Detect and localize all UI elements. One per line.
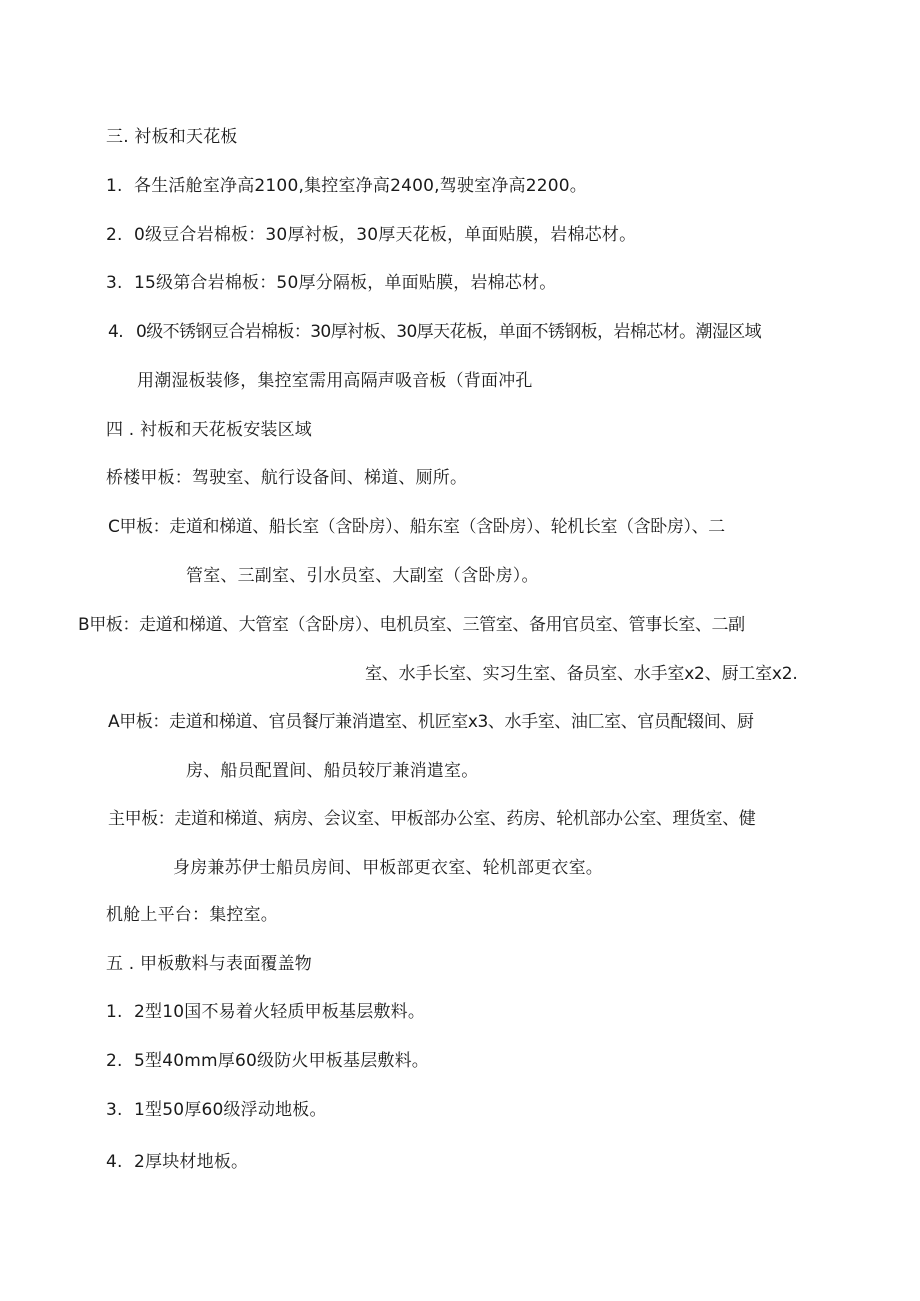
section-5-item-1 [106,1000,425,1024]
main-deck-line-1: 主甲板：走道和梯道、病房、会议室、甲板部办公室、药房、轮机部办公室、理货室、健 [108,809,756,829]
item-text: 2型10国不易着火轻质甲板基层敷料。 [134,1002,426,1022]
item-text: 各生活舱室净高2100,集控室净高2400,驾驶室净高2200。 [134,176,587,196]
main-deck-line-2: 身房兼苏伊士船员房间、甲板部更衣室、轮机部更衣室。 [173,858,603,878]
item-number: 1. [106,1002,123,1022]
item-number: 2. [106,1051,123,1071]
section-3-item-4-continuation: 用潮湿板装修，集控室需用高隔声吸音板（背面冲孔 [137,371,533,391]
c-deck-line-1: C甲板：走道和梯道、船长室（含卧房）、船东室（含卧房）、轮机长室（含卧房）、二 [108,517,725,537]
item-text: 0级不锈钢豆合岩棉板：30厚衬板、30厚天花板，单面不锈钢板，岩棉芯材。潮湿区域 [136,322,762,342]
item-text: 0级豆合岩棉板：30厚衬板，30厚天花板，单面贴膜，岩棉芯材。 [134,225,637,245]
item-text: 1型50厚60级浮动地板。 [134,1100,327,1120]
section-5-item-4 [106,1150,248,1174]
b-deck-line-1: B甲板：走道和梯道、大管室（含卧房）、电机员室、三管室、备用官员室、管事长室、二副 [78,615,745,635]
item-number: 3. [106,1100,123,1120]
item-number: 4. [108,322,124,342]
section-5-item-2 [106,1049,429,1073]
a-deck-line-1: A甲板：走道和梯道、官员餐厅兼消遣室、机匠室x3、水手室、油匚室、官员配辍间、厨 [108,712,754,732]
section-5-item-3 [106,1098,327,1122]
section-3-item-4 [108,320,761,344]
section-3-item-3 [106,271,556,295]
item-number: 4. [106,1152,123,1172]
item-text: 5型40mm厚60级防火甲板基层敷料。 [134,1051,429,1071]
section-3-item-2 [106,223,636,247]
section-5-heading: 五 . 甲板敷料与表面覆盖物 [106,954,313,974]
c-deck-line-2: 管室、三副室、引水员室、大副室（含卧房）。 [186,566,539,586]
engine-platform-line: 机舱上平台：集控室。 [106,905,278,925]
section-4-heading: 四 . 衬板和天花板安装区域 [106,420,313,440]
b-deck-line-2: 室、水手长室、实习生室、备员室、水手室x2、厨工室x2. [365,664,798,684]
item-number: 2. [106,225,123,245]
item-number: 1. [106,176,123,196]
item-text: 15级第合岩棉板：50厚分隔板，单面贴膜，岩棉芯材。 [134,273,557,293]
item-number: 3. [106,273,123,293]
bridge-deck-line: 桥楼甲板：驾驶室、航行设备间、梯道、厕所。 [106,468,468,488]
section-3-heading: 三. 衬板和天花板 [106,127,238,147]
section-3-item-1 [106,174,587,198]
a-deck-line-2: 房、船员配置间、船员较厅兼消遣室。 [186,761,479,781]
item-text: 2厚块材地板。 [134,1152,249,1172]
